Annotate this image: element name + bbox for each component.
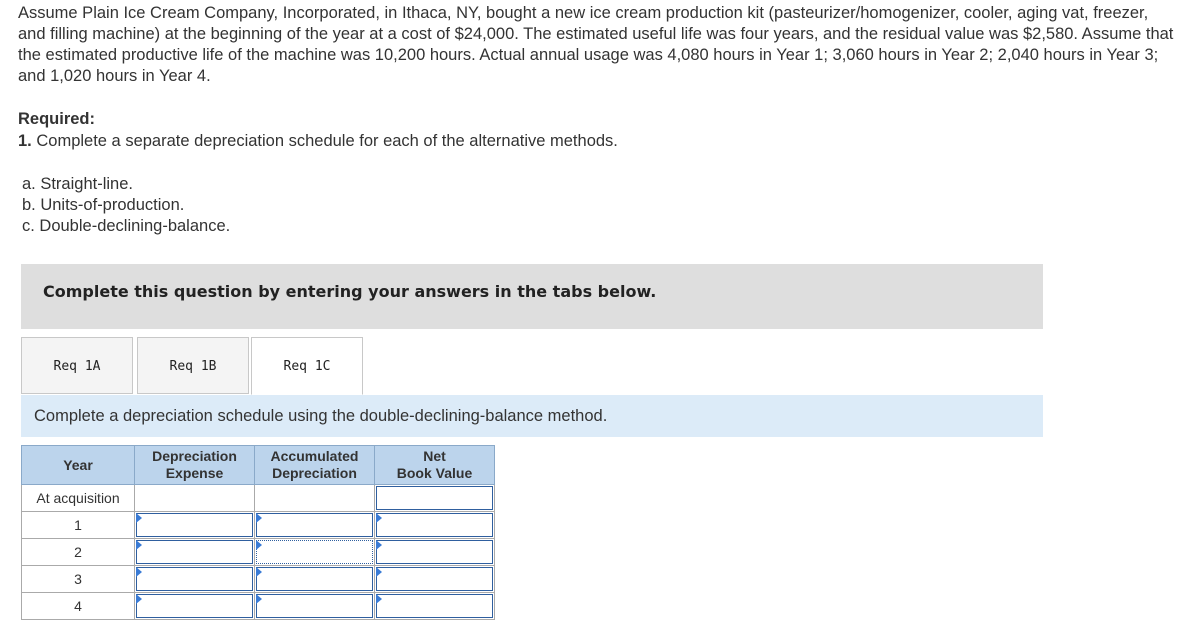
input-flag-icon	[256, 540, 262, 550]
net-book-value-input[interactable]	[376, 513, 493, 537]
net-book-value-input[interactable]	[376, 540, 493, 564]
alternative-a: a. Straight-line.	[22, 175, 133, 193]
net-book-value-cell	[375, 539, 495, 566]
input-flag-icon	[136, 540, 142, 550]
alternative-b: b. Units-of-production.	[22, 196, 185, 214]
depreciation-expense-cell	[135, 566, 255, 593]
accumulated-depreciation-cell	[255, 593, 375, 620]
accumulated-depreciation-cell	[255, 566, 375, 593]
header-dep-line2: Expense	[165, 465, 224, 481]
instruction-banner	[21, 264, 1043, 329]
net-book-value-cell	[375, 566, 495, 593]
depreciation-expense-cell	[135, 593, 255, 620]
accumulated-depreciation-input[interactable]	[256, 594, 373, 618]
header-nbv-line1: Net	[423, 448, 446, 464]
depreciation-expense-input[interactable]	[136, 513, 253, 537]
depreciation-expense-cell	[135, 512, 255, 539]
tab-instruction: Complete a depreciation schedule using the double-declining-balance method.	[21, 395, 1043, 437]
table-row	[22, 566, 495, 593]
year-cell: 4	[22, 593, 135, 620]
depreciation-expense-input[interactable]	[136, 567, 253, 591]
banner-text: Complete this question by entering your answers in the tabs below.	[43, 282, 657, 301]
net-book-value-input[interactable]	[376, 486, 493, 510]
required-heading: Required:	[18, 110, 96, 128]
tab-req-1c[interactable]: Req 1C	[251, 337, 363, 395]
table-row	[22, 512, 495, 539]
input-flag-icon	[136, 567, 142, 577]
alternative-c: c. Double-declining-balance.	[22, 217, 231, 235]
input-flag-icon	[256, 594, 262, 604]
requirement-text: Complete a separate depreciation schedule for each of the alternative methods.	[36, 132, 618, 150]
depreciation-schedule-table	[21, 445, 495, 620]
accumulated-depreciation-cell	[255, 485, 375, 512]
header-accumulated-depreciation	[255, 446, 375, 485]
input-flag-icon	[136, 513, 142, 523]
tab-req-1a[interactable]: Req 1A	[21, 337, 133, 394]
net-book-value-cell	[375, 593, 495, 620]
header-depreciation-expense	[135, 446, 255, 485]
year-cell: 1	[22, 512, 135, 539]
year-cell: 3	[22, 566, 135, 593]
input-flag-icon	[376, 567, 382, 577]
accumulated-depreciation-input[interactable]	[256, 513, 373, 537]
accumulated-depreciation-input[interactable]	[256, 567, 373, 591]
table-row	[22, 539, 495, 566]
year-cell: At acquisition	[22, 485, 135, 512]
input-flag-icon	[136, 594, 142, 604]
header-year: Year	[22, 446, 135, 485]
header-acc-line1: Accumulated	[270, 448, 359, 464]
alternative-methods-list	[22, 174, 230, 237]
tab-req-1b[interactable]: Req 1B	[137, 337, 249, 394]
problem-statement: Assume Plain Ice Cream Company, Incorporated, in Ithaca, NY, bought a new ice cream production kit (pasteurizer/homogenizer, cooler, aging vat, freezer, and filling machine) at the beginning of the year at a cost of $24,000. The estimated useful life was four years, and the residual value was $2,580. Assume that the estimated productive life of the machine was 10,200 hours. Actual annual usage was 4,080 hours in Year 1; 3,060 hours in Year 2; 2,040 hours in Year 3; and 1,020 hours in Year 4.	[18, 4, 1174, 85]
header-nbv-line2: Book Value	[396, 465, 473, 481]
accumulated-depreciation-cell	[255, 539, 375, 566]
input-flag-icon	[376, 594, 382, 604]
depreciation-expense-input[interactable]	[136, 594, 253, 618]
net-book-value-input[interactable]	[376, 594, 493, 618]
depreciation-expense-input[interactable]	[136, 540, 253, 564]
requirement-1	[18, 132, 618, 151]
depreciation-expense-cell	[135, 539, 255, 566]
table-header-row	[22, 446, 495, 485]
table-row	[22, 485, 495, 512]
accumulated-depreciation-input-focused[interactable]	[256, 540, 373, 564]
input-flag-icon	[256, 567, 262, 577]
tab-bar	[21, 337, 1043, 395]
depreciation-expense-cell	[135, 485, 255, 512]
header-acc-line2: Depreciation	[272, 465, 357, 481]
net-book-value-input[interactable]	[376, 567, 493, 591]
input-flag-icon	[256, 513, 262, 523]
header-dep-line1: Depreciation	[152, 448, 237, 464]
net-book-value-cell	[375, 512, 495, 539]
input-flag-icon	[376, 540, 382, 550]
requirement-number: 1.	[18, 132, 32, 150]
year-cell: 2	[22, 539, 135, 566]
header-net-book-value	[375, 446, 495, 485]
table-row	[22, 593, 495, 620]
accumulated-depreciation-cell	[255, 512, 375, 539]
input-flag-icon	[376, 513, 382, 523]
net-book-value-cell	[375, 485, 495, 512]
